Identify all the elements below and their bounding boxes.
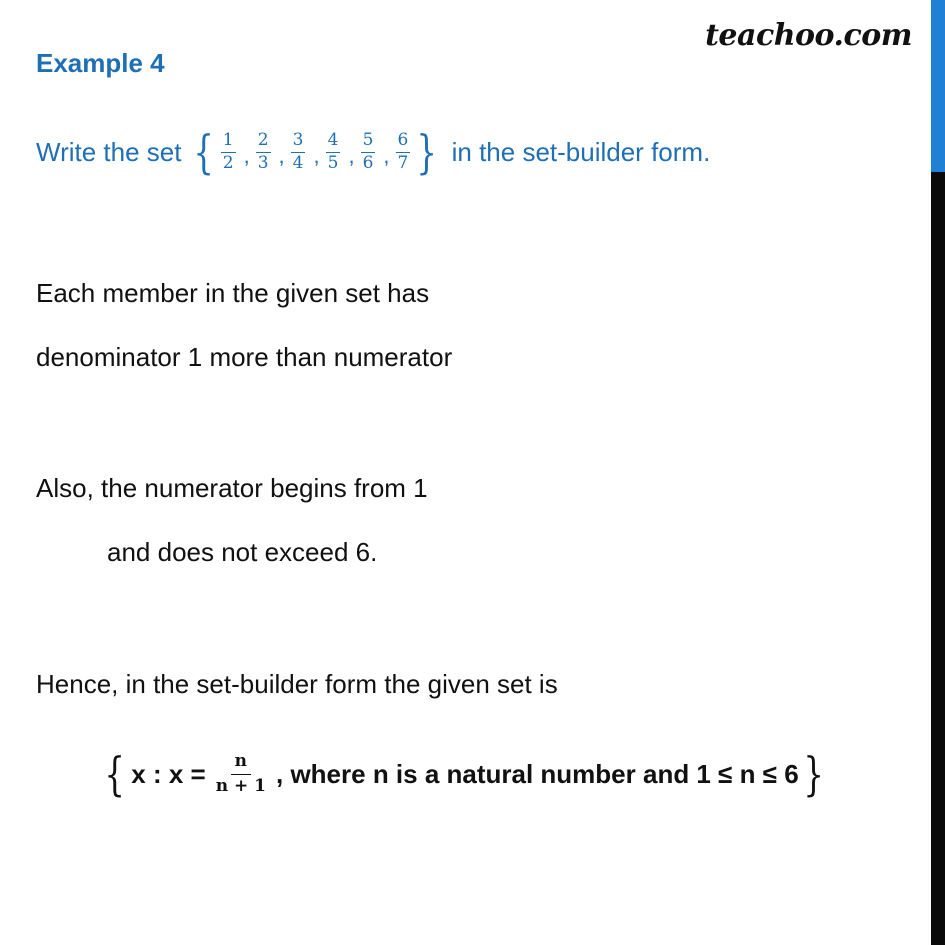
explanation-line-5: Hence, in the set-builder form the given set is — [36, 669, 558, 699]
comma: , — [348, 143, 355, 168]
comma: , — [243, 143, 250, 168]
answer-fraction — [212, 752, 270, 796]
fraction — [326, 131, 341, 173]
denominator: 3 — [257, 152, 269, 173]
numerator: 5 — [361, 131, 376, 153]
fraction — [291, 131, 306, 173]
example-title: Example 4 — [36, 48, 165, 78]
set-builder-answer — [100, 744, 828, 804]
answer-suffix: , where n is a natural number and 1 ≤ n ≤ 6 — [276, 758, 799, 789]
explanation-line-2: denominator 1 more than numerator — [36, 342, 453, 372]
scrollbar-track[interactable] — [931, 172, 945, 945]
fraction — [396, 131, 411, 173]
fraction — [221, 131, 236, 173]
denominator: 4 — [292, 152, 304, 173]
answer-denominator: n + 1 — [215, 775, 266, 796]
scrollbar-thumb[interactable] — [931, 0, 945, 172]
denominator: 7 — [397, 152, 409, 173]
numerator: 2 — [256, 131, 271, 153]
comma: , — [313, 143, 320, 168]
close-brace: } — [416, 125, 438, 179]
numerator: 4 — [326, 131, 341, 153]
numerator: 1 — [221, 131, 236, 153]
comma: , — [278, 143, 285, 168]
answer-close-brace: } — [803, 747, 824, 801]
answer-prefix: x : x = — [131, 758, 206, 789]
fraction — [361, 131, 376, 173]
comma: , — [383, 143, 390, 168]
explanation-line-3: Also, the numerator begins from 1 — [36, 473, 428, 503]
question-suffix: in the set-builder form. — [451, 136, 711, 167]
answer-numerator: n — [231, 752, 251, 775]
explanation-line-1: Each member in the given set has — [36, 278, 430, 308]
fraction — [256, 131, 271, 173]
open-brace: { — [193, 125, 215, 179]
explanation-line-4: and does not exceed 6. — [107, 537, 378, 567]
logo: teachoo.com — [705, 18, 912, 53]
answer-open-brace: { — [104, 747, 125, 801]
question-prefix: Write the set — [36, 136, 182, 167]
denominator: 5 — [327, 152, 339, 173]
denominator: 2 — [222, 152, 234, 173]
numerator: 3 — [291, 131, 306, 153]
question — [36, 122, 710, 182]
numerator: 6 — [396, 131, 411, 153]
denominator: 6 — [362, 152, 374, 173]
